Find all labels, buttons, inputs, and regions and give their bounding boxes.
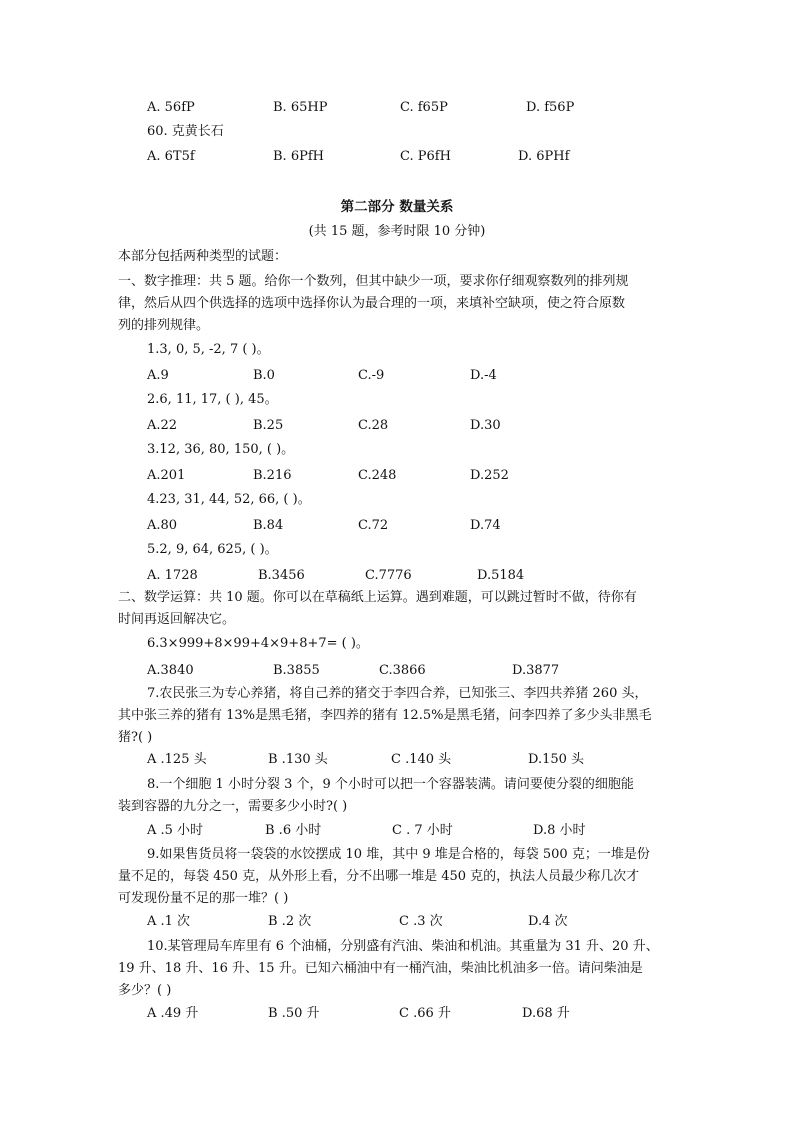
question-stem: 可发现份量不足的那一堆？( ) <box>118 891 289 906</box>
question-option: C.3866 <box>379 663 426 678</box>
question-stem: 多少？( ) <box>118 983 172 998</box>
question-option: D.68 升 <box>522 1006 570 1021</box>
question-option: D.5184 <box>477 568 525 583</box>
question-option: D.8 小时 <box>533 823 586 838</box>
part1-line: 律，然后从四个供选择的选项中选择你认为最合理的一项，来填补空缺项，使之符合原数 <box>118 296 626 311</box>
intro-text: 本部分包括两种类型的试题： <box>118 249 288 264</box>
question-option: D.252 <box>470 468 509 483</box>
question-option: B .50 升 <box>268 1006 320 1021</box>
question-option: A.9 <box>147 368 169 383</box>
question-option: A.3840 <box>147 663 194 678</box>
question-option: B .6 小时 <box>265 823 322 838</box>
q60-option-b: B. 6PfH <box>273 149 324 164</box>
question-option: D.-4 <box>470 368 497 383</box>
question-option: D.4 次 <box>528 914 568 929</box>
question-option: C.72 <box>358 518 389 533</box>
question-stem: 装到容器的九分之一，需要多少小时?( ) <box>118 799 348 814</box>
part2-line: 二、数学运算：共 10 题。你可以在草稿纸上运算。遇到难题，可以跳过暂时不做，待你有 <box>118 590 637 605</box>
question-option: A.80 <box>147 518 178 533</box>
question-stem: 3.12, 36, 80, 150, ( )。 <box>147 442 295 457</box>
q60-option-c: C. P6fH <box>400 149 451 164</box>
q59-option-d: D. f56P <box>526 100 575 115</box>
part2-line: 时间再返回解决它。 <box>118 612 236 627</box>
q60-stem: 60. 克黄长石 <box>147 124 224 139</box>
question-option: C.7776 <box>365 568 412 583</box>
question-option: A .5 小时 <box>147 823 204 838</box>
section-title: 第二部分 数量关系 <box>340 199 454 215</box>
q59-option-c: C. f65P <box>400 100 448 115</box>
question-stem: 8.一个细胞 1 小时分裂 3 个，9 个小时可以把一个容器装满。请问要使分裂的细胞能 <box>147 777 634 792</box>
question-option: D.74 <box>470 518 501 533</box>
question-stem: 4.23, 31, 44, 52, 66, ( )。 <box>147 492 311 507</box>
question-option: C . 7 小时 <box>392 823 453 838</box>
question-option: A .49 升 <box>147 1006 199 1021</box>
part1-line: 列的排列规律。 <box>118 318 210 333</box>
section-subtitle: (共 15 题，参考时限 10 分钟) <box>308 224 486 239</box>
question-stem: 19 升、18 升、16 升、15 升。已知六桶油中有一桶汽油，柴油比机油多一倍。请问柴油是 <box>118 961 643 976</box>
q59-option-a: A. 56fP <box>147 100 195 115</box>
question-stem: 5.2, 9, 64, 625, ( )。 <box>147 542 278 557</box>
question-option: A.201 <box>147 468 186 483</box>
question-option: B.3456 <box>258 568 305 583</box>
question-option: B.0 <box>253 368 275 383</box>
question-stem: 9.如果售货员将一袋袋的水饺摆成 10 堆，其中 9 堆是合格的，每袋 500 克；一堆是份 <box>147 847 650 862</box>
question-option: B.84 <box>253 518 284 533</box>
question-option: A. 1728 <box>147 568 198 583</box>
question-stem: 10.某管理局车库里有 6 个油桶，分别盛有汽油、柴油和机油。其重量为 31 升、20 升、 <box>147 939 659 954</box>
question-option: C .3 次 <box>399 914 443 929</box>
question-option: B .130 头 <box>268 752 328 767</box>
q60-option-a: A. 6T5f <box>147 149 195 164</box>
question-stem: 量不足的，每袋 450 克，从外形上看，分不出哪一堆是 450 克的，执法人员最少称几次才 <box>118 869 640 884</box>
question-option: C.28 <box>358 418 389 433</box>
question-option: C.248 <box>358 468 397 483</box>
question-option: B.25 <box>253 418 284 433</box>
question-option: C.-9 <box>358 368 385 383</box>
question-stem: 其中张三养的猪有 13%是黑毛猪，李四养的猪有 12.5%是黑毛猪，问李四养了多少头非黑毛 <box>118 708 652 723</box>
question-option: C .140 头 <box>391 752 452 767</box>
q60-option-d: D. 6PHf <box>518 149 570 164</box>
question-stem: 2.6, 11, 17, ( ), 45。 <box>147 392 278 407</box>
question-stem: 7.农民张三为专心养猪，将自己养的猪交于李四合养，已知张三、李四共养猪 260 头， <box>147 686 648 701</box>
question-option: D.30 <box>470 418 501 433</box>
question-option: A.22 <box>147 418 178 433</box>
question-stem: 猪?( ) <box>118 730 153 745</box>
question-option: D.3877 <box>512 663 560 678</box>
question-stem: 1.3, 0, 5, -2, 7 ( )。 <box>147 342 270 357</box>
part1-line: 一、数字推理：共 5 题。给你一个数列，但其中缺少一项，要求你仔细观察数列的排列规 <box>118 274 629 289</box>
question-option: B.216 <box>253 468 292 483</box>
question-option: A .1 次 <box>147 914 191 929</box>
question-option: C .66 升 <box>399 1006 451 1021</box>
question-option: D.150 头 <box>528 752 585 767</box>
question-option: B .2 次 <box>268 914 312 929</box>
question-option: A .125 头 <box>147 752 207 767</box>
question-option: B.3855 <box>273 663 320 678</box>
question-stem: 6.3×999+8×99+4×9+8+7= ( )。 <box>147 636 369 651</box>
q59-option-b: B. 65HP <box>273 100 328 115</box>
